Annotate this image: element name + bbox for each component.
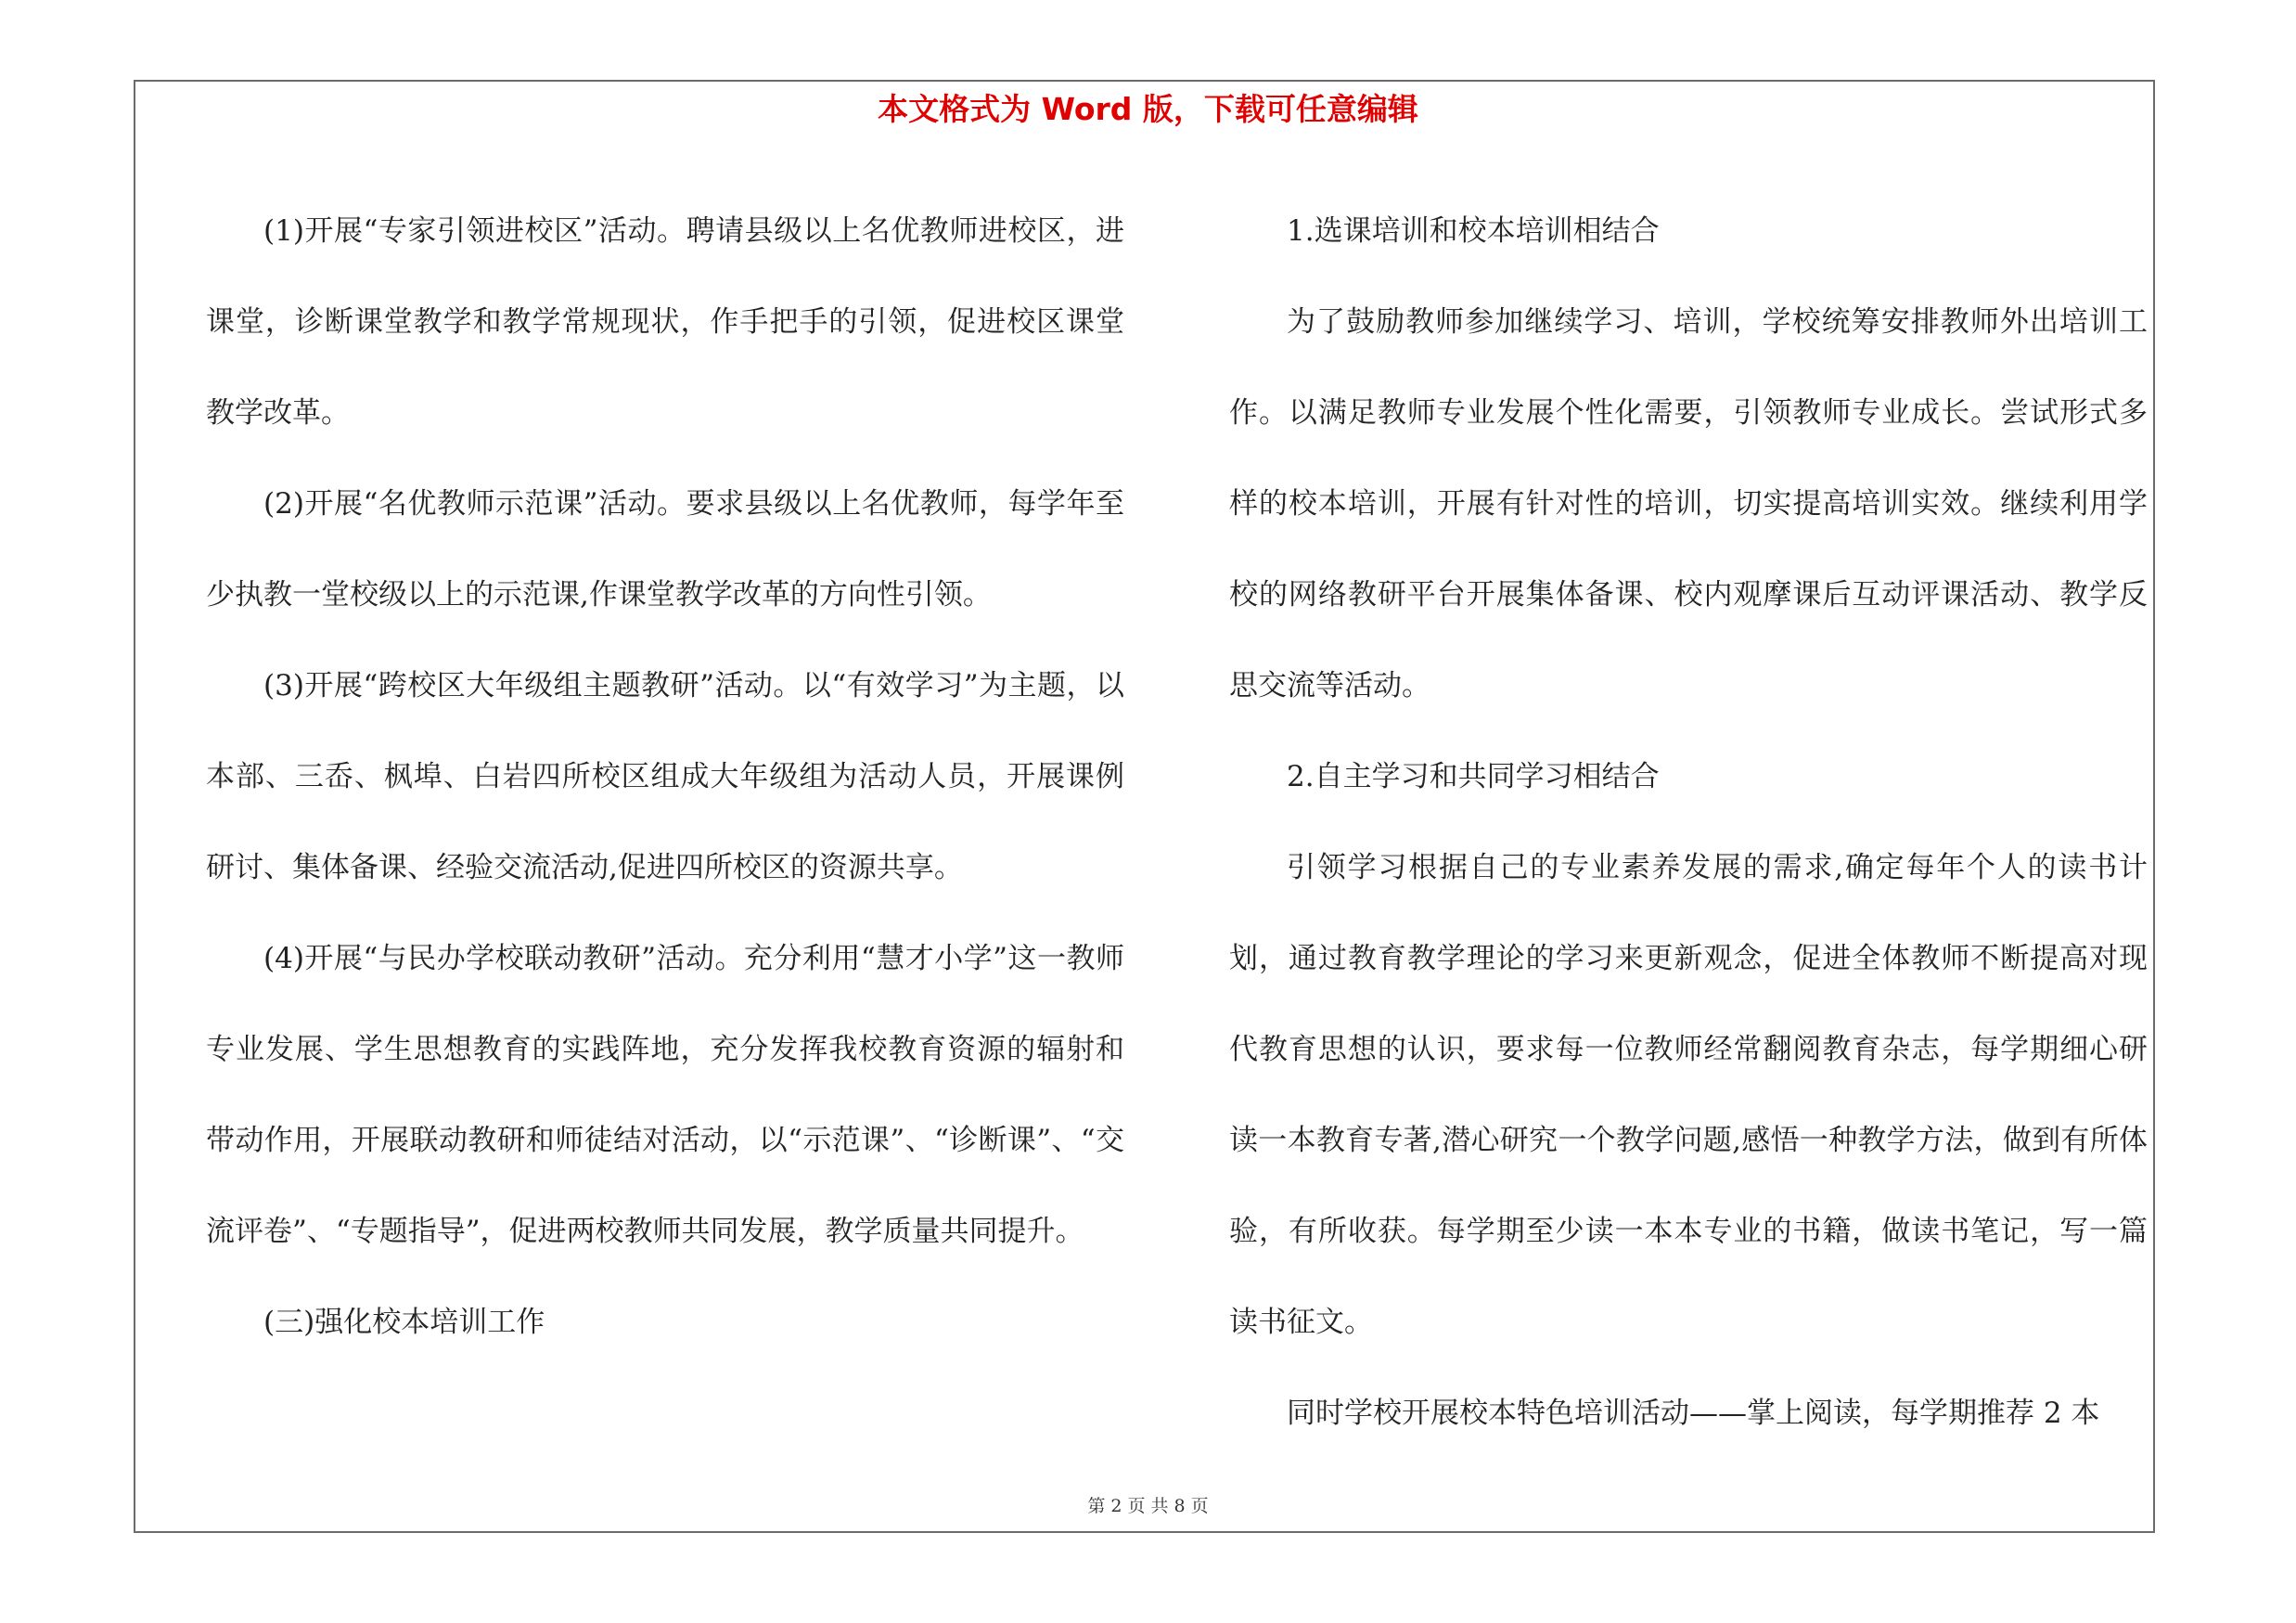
format-notice-banner: 本文格式为 Word 版，下载可任意编辑	[878, 91, 1418, 127]
paragraph-private-school-research: (4)开展“与民办学校联动教研”活动。充分利用“慧才小学”这一教师专业发展、学生思想教育的实践阵地，充分发挥我校教育资源的辐射和带动作用，开展联动教研和师徒结对活动，以“示范课”、“诊断课”、“交流评卷”、“专题指导”，促进两校教师共同发展，教学质量共同提升。	[206, 942, 1124, 1248]
paragraph-mobile-reading: 同时学校开展校本特色培训活动——掌上阅读，每学期推荐 2 本	[1287, 1397, 2100, 1430]
paragraph-expert-guidance: (1)开展“专家引领进校区”活动。聘请县级以上名优教师进校区，进课堂，诊断课堂教学和教学常规现状，作手把手的引领，促进校区课堂教学改革。	[206, 214, 1124, 430]
page-number-footer: 第 2 页 共 8 页	[1087, 1496, 1209, 1516]
paragraph-training-arrangement: 为了鼓励教师参加继续学习、培训，学校统筹安排教师外出培训工作。以满足教师专业发展个性化需要，引领教师专业成长。尝试形式多样的校本培训，开展有针对性的培训，切实提高培训实效。继续利用学校的网络教研平台开展集体备课、校内观摩课后互动评课活动、教学反思交流等活动。	[1229, 305, 2148, 702]
paragraph-cross-campus-research: (3)开展“跨校区大年级组主题教研”活动。以“有效学习”为主题，以本部、三岙、枫埠、白岩四所校区组成大年级组为活动人员，开展课例研讨、集体备课、经验交流活动,促进四所校区的资源共享。	[206, 669, 1124, 884]
section-heading-school-training: (三)强化校本培训工作	[263, 1306, 545, 1339]
left-column	[206, 186, 1124, 1368]
paragraph-reading-plan: 引领学习根据自己的专业素养发展的需求,确定每年个人的读书计划，通过教育教学理论的学习来更新观念，促进全体教师不断提高对现代教育思想的认识，要求每一位教师经常翻阅教育杂志，每学期细心研读一本教育专著,潜心研究一个教学问题,感悟一种教学方法，做到有所体验，有所收获。每学期至少读一本本专业的书籍，做读书笔记，写一篇读书征文。	[1229, 851, 2148, 1339]
subheading-self-and-joint-study: 2.自主学习和共同学习相结合	[1287, 760, 1660, 793]
subheading-course-and-school-training: 1.选课培训和校本培训相结合	[1287, 214, 1660, 248]
right-column	[1229, 186, 2148, 1459]
paragraph-demo-lesson: (2)开展“名优教师示范课”活动。要求县级以上名优教师，每学年至少执教一堂校级以上的示范课,作课堂教学改革的方向性引领。	[206, 487, 1124, 612]
